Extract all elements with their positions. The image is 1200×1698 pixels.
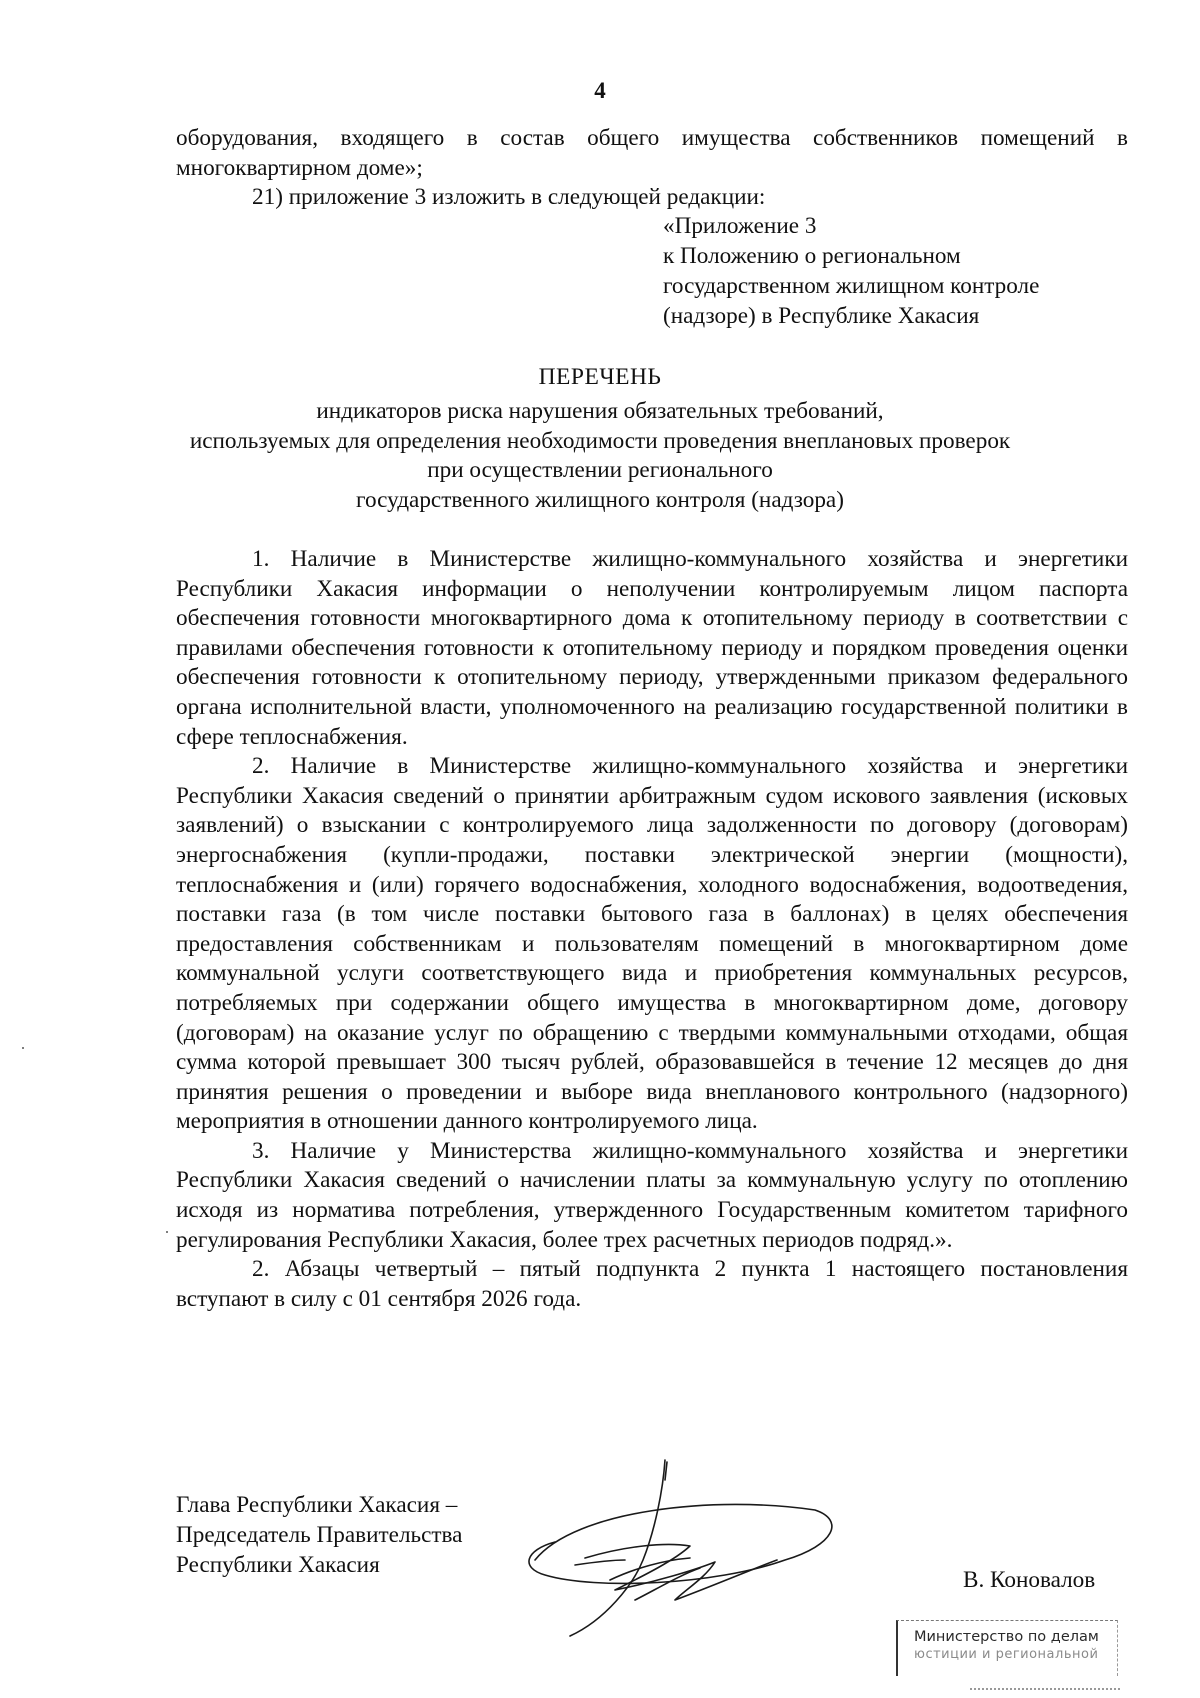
subtitle-line-3: при осуществлении регионального <box>427 457 773 484</box>
stamp-edge <box>970 1688 1120 1690</box>
appendix-heading <box>663 211 1039 331</box>
list-subtitle <box>100 397 1100 515</box>
paragraph-3: 3. Наличие у Министерства жилищно-коммунального хозяйства и энергетики Республики Хакасия сведений о начислении платы за коммунальную услугу по отоплению исходя из норматива потребления, утвержденного Государственным комитетом тарифного регулирования Республики Хакасия, более трех расчетных периодов подряд.». <box>176 1137 1128 1253</box>
signatory-name: В. Коновалов <box>963 1567 1096 1593</box>
appendix-line-1: «Приложение 3 <box>663 213 817 239</box>
page-number: 4 <box>594 78 606 103</box>
handwritten-signature <box>515 1450 845 1640</box>
position-line-2: Председатель Правительства <box>176 1522 463 1548</box>
indicator-list <box>176 545 1128 1314</box>
subtitle-line-4: государственного жилищного контроля (надзора) <box>356 486 844 513</box>
stamp-line-2: юстиции и региональной <box>914 1647 1099 1662</box>
intro-item-21: 21) приложение 3 изложить в следующей редакции: <box>252 184 766 211</box>
subtitle-line-1: индикаторов риска нарушения обязательных требований, <box>316 398 884 424</box>
stamp-line-1: Министерство по делам <box>914 1629 1099 1645</box>
intro-continuation: оборудования, входящего в состав общего имущества собственников помещений в многоквартирном доме»; <box>176 125 1128 181</box>
subtitle-line-2: используемых для определения необходимости проведения внеплановых проверок <box>189 427 1011 454</box>
registration-stamp <box>896 1620 1118 1676</box>
appendix-line-2: к Положению о региональном <box>663 243 961 269</box>
scan-speck <box>22 1047 24 1049</box>
paragraph-4: 2. Абзацы четвертый – пятый подпункта 2 пункта 1 настоящего постановления вступают в силу с 01 сентября 2026 года. <box>176 1256 1128 1312</box>
position-line-1: Глава Республики Хакасия – <box>176 1492 458 1518</box>
list-title: ПЕРЕЧЕНЬ <box>538 364 662 390</box>
position-line-3: Республики Хакасия <box>176 1552 380 1578</box>
intro-block <box>176 124 1128 213</box>
signatory-position <box>176 1490 462 1580</box>
paragraph-1: 1. Наличие в Министерстве жилищно-коммунального хозяйства и энергетики Республики Хакасия информации о неполучении контролируемым лицом паспорта обеспечения готовности многоквартирного дома к отопительному периоду в соответствии с правилами обеспечения готовности к отопительному периоду и порядком проведения оценки обеспечения готовности к отопительному периоду, утвержденными приказом федерального органа исполнительной власти, уполномоченного на реализацию государственной политики в сфере теплоснабжения. <box>176 546 1128 750</box>
appendix-line-3: государственном жилищном контроле <box>663 273 1040 299</box>
paragraph-2: 2. Наличие в Министерстве жилищно-коммунального хозяйства и энергетики Республики Хакасия сведений о принятии арбитражным судом искового заявления (исковых заявлений) о взыскании с контролируемого лица задолженности по договору (договорам) энергоснабжения (купли-продажи, поставки электрической энергии (мощности), теплоснабжения и (или) горячего водоснабжения, холодного водоснабжения, водоотведения, поставки газа (в том числе поставки бытового газа в баллонах) в целях обеспечения предоставления собственникам и пользователям помещений в многоквартирном доме коммунальной услуги соответствующего вида и приобретения коммунальных ресурсов, потребляемых при содержании общего имущества в многоквартирном доме, договору (договорам) на оказание услуг по обращению с твердыми коммунальными отходами, общая сумма которой превышает 300 тысяч рублей, образовавшейся в течение 12 месяцев до дня принятия решения о проведении и выборе вида внепланового контрольного (надзорного) мероприятия в отношении данного контролируемого лица. <box>176 753 1128 1135</box>
scan-speck <box>166 1231 168 1233</box>
appendix-line-4: (надзоре) в Республике Хакасия <box>663 303 980 329</box>
